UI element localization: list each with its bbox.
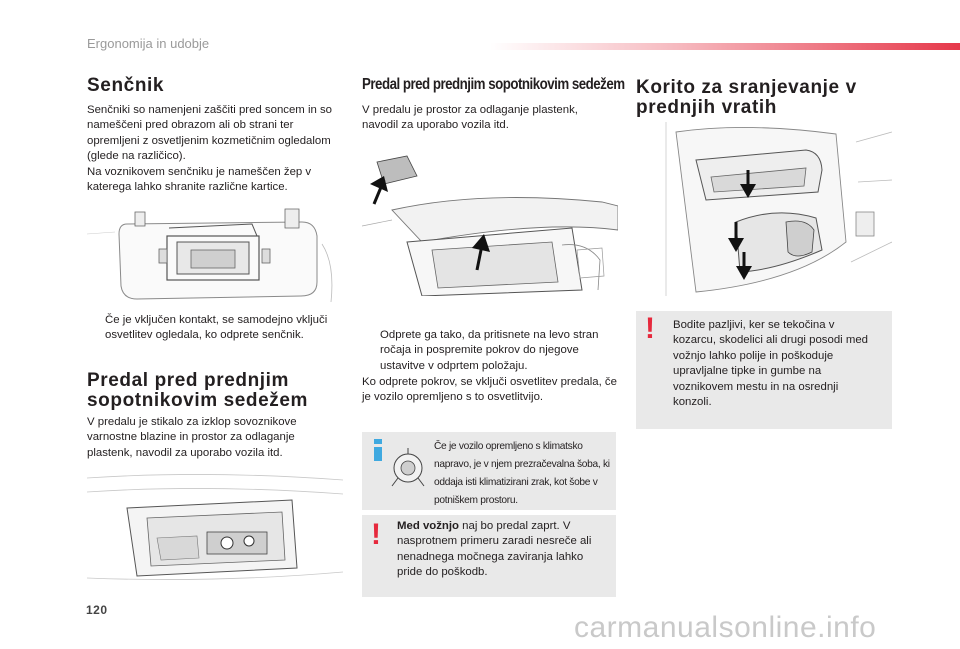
glovebox-switch-illustration [87, 468, 343, 596]
front-seat-heading [87, 371, 337, 411]
warning-rest: naj bo predal zaprt. V nasprotnem primeru zaradi nesreče ali nenadnega močnega zaviranja lahko pride do poškodb. [397, 520, 592, 579]
glovebox-illustration [362, 150, 618, 296]
glovebox-heading-wrap [362, 76, 625, 94]
sunvisor-illustration [87, 204, 343, 304]
glovebox-bullet-text: Odprete ga tako, da pritisnete na levo stran ročaja in pospremite pokrov do njegove ustavitve v odprtem položaju. [380, 329, 599, 372]
door-illustration [636, 122, 892, 296]
bullet-marker [87, 313, 105, 344]
sunvisor-bullet [87, 313, 337, 344]
front-seat-heading-line2: sopotnikovim sedežem [87, 390, 309, 411]
warning-bold: Med vožnjo [397, 520, 460, 532]
front-seat-text: V predalu je stikalo za izklop sovoznikove varnostne blazine in prostor za odlaganje plastenk, navodil za uporabo vozila itd. [87, 416, 297, 459]
door-bins-heading-line1: Korito za sranjevanje v [636, 77, 857, 98]
door-bins-heading-line2: prednjih vratih [636, 97, 777, 118]
sunvisor-bullet-text: Če je vključen kontakt, se samodejno vključi osvetlitev ogledala, ko odprete senčnik. [105, 314, 328, 342]
bullet-marker [362, 328, 380, 374]
warning-icon: ! [371, 518, 381, 551]
watermark: carmanualsonline.info [574, 611, 877, 644]
header-accent-bar [490, 43, 960, 50]
section-title: Ergonomija in udobje [87, 36, 210, 51]
sunvisor-heading: Senčnik [87, 75, 165, 96]
sunvisor-text-2: Na voznikovem senčniku je nameščen žep v katerega lahko shranite različne kartice. [87, 165, 312, 194]
glovebox-after-text: Ko odprete pokrov, se vključi osvetlitev predala, če je vozilo opremljeno s to osvetlitvijo. [362, 376, 617, 404]
door-bins-heading [636, 78, 892, 118]
door-warning-text: Bodite pazljivi, ker se tekočina v kozarcu, skodelici ali drugi posodi med vožnjo lahko polije in poškoduje upravljalne tipke in gumbe na voznikovem mestu in na osrednji konzoli. [673, 319, 869, 409]
glovebox-text: V predalu je prostor za odlaganje plastenk, navodil za uporabo vozila itd. [362, 104, 578, 132]
sunvisor-text [87, 103, 339, 195]
glovebox-warning-text [397, 519, 609, 581]
warning-icon-door: ! [645, 312, 655, 345]
info-icon [372, 439, 384, 466]
page-number: 120 [86, 603, 108, 617]
sunvisor-heading-wrap [87, 76, 337, 96]
glovebox-bullet [362, 328, 618, 374]
sunvisor-text-1: Senčniki so namenjeni zaščiti pred soncem in so nameščeni pred obrazom ali ob strani ter opremljeni z osvetljenim kozmetičnim ogledalom (glede na različico). [87, 104, 333, 163]
glovebox-heading: Predal pred prednjim sopotnikovim sedežem [362, 76, 625, 93]
info-text: Če je vozilo opremljeno s klimatsko napravo, je v njem prezračevalna šoba, ki oddaja isti klimatizirani zrak, kot šobe v potniškem prostoru. [434, 441, 610, 506]
front-seat-heading-line1: Predal pred prednjim [87, 370, 290, 391]
vent-icon [388, 448, 428, 492]
